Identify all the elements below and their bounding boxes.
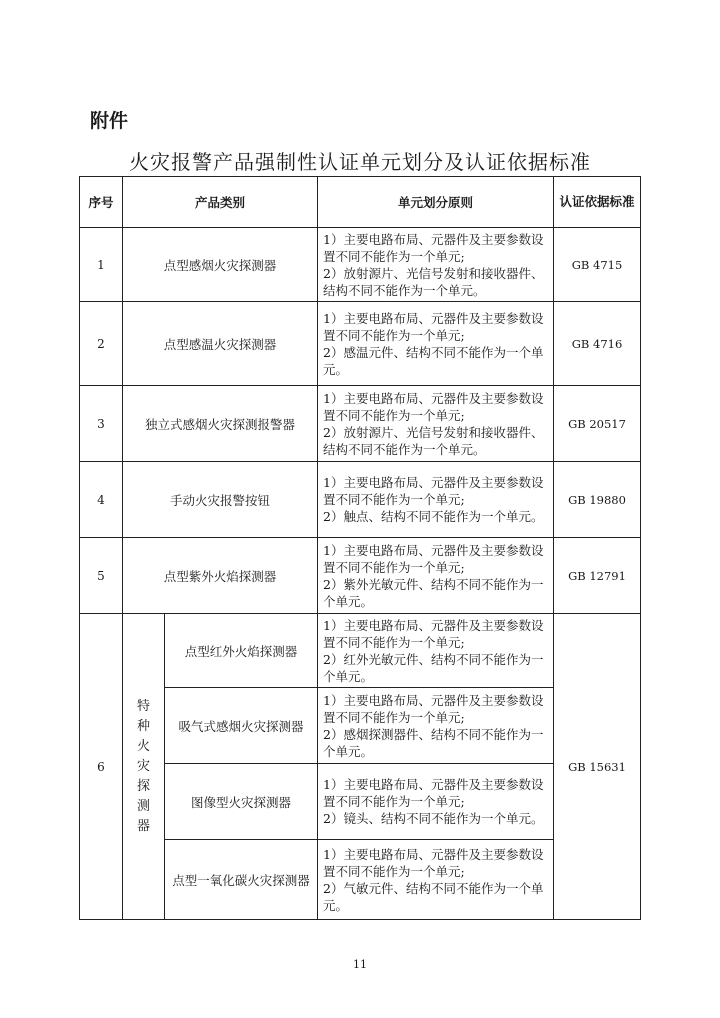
sub-rule [318, 764, 554, 840]
document-title: 火灾报警产品强制性认证单元划分及认证依据标准 [129, 150, 591, 174]
rule-line: 2）镜头、结构不同不能作为一个单元。 [323, 811, 544, 826]
table-row [80, 386, 641, 462]
sub-rule [318, 840, 554, 920]
row-rule [318, 538, 554, 614]
header-seq: 序号 [80, 177, 123, 228]
rule-line: 1）主要电路布局、元器件及主要参数设置不同不能作为一个单元; [323, 310, 544, 343]
row-standard: GB 4716 [554, 302, 641, 386]
table-row [80, 302, 641, 386]
row-category: 手动火灾报警按钮 [123, 462, 318, 538]
row-standard: GB 12791 [554, 538, 641, 614]
header-unit-rule: 单元划分原则 [318, 177, 554, 228]
row-seq: 1 [80, 228, 123, 302]
group-seq: 6 [80, 614, 123, 920]
certification-table [79, 176, 641, 920]
rule-line: 1）主要电路布局、元器件及主要参数设置不同不能作为一个单元; [323, 617, 544, 650]
rule-line: 2）放射源片、光信号发射和接收器件、结构不同不能作为一个单元。 [323, 424, 544, 457]
rule-line: 1）主要电路布局、元器件及主要参数设置不同不能作为一个单元; [323, 390, 544, 423]
sub-category: 图像型火灾探测器 [165, 764, 318, 840]
table-row [80, 462, 641, 538]
row-rule [318, 228, 554, 302]
rule-line: 2）触点、结构不同不能作为一个单元。 [323, 509, 544, 524]
table-row [80, 614, 641, 688]
rule-line: 1）主要电路布局、元器件及主要参数设置不同不能作为一个单元; [323, 542, 544, 575]
rule-line: 1）主要电路布局、元器件及主要参数设置不同不能作为一个单元; [323, 475, 544, 507]
row-category: 点型紫外火焰探测器 [123, 538, 318, 614]
sub-rule [318, 688, 554, 764]
sub-rule [318, 614, 554, 688]
group-standard: GB 15631 [554, 614, 641, 920]
rule-line: 2）红外光敏元件、结构不同不能作为一个单元。 [323, 651, 544, 684]
row-seq: 2 [80, 302, 123, 386]
table-row [80, 538, 641, 614]
rule-line: 2）感烟探测器件、结构不同不能作为一个单元。 [323, 726, 544, 759]
group-label: 特种火灾探测器 [137, 698, 151, 834]
table-row [80, 228, 641, 302]
row-rule [318, 302, 554, 386]
row-standard: GB 4715 [554, 228, 641, 302]
row-category: 点型感温火灾探测器 [123, 302, 318, 386]
rule-line: 1）主要电路布局、元器件及主要参数设置不同不能作为一个单元; [323, 231, 544, 264]
header-category: 产品类别 [123, 177, 318, 228]
rule-line: 2）气敏元件、结构不同不能作为一个单元。 [323, 880, 544, 913]
row-rule [318, 386, 554, 462]
page-number: 11 [353, 958, 367, 971]
row-standard: GB 19880 [554, 462, 641, 538]
row-seq: 3 [80, 386, 123, 462]
sub-category: 点型红外火焰探测器 [165, 614, 318, 688]
row-rule [318, 462, 554, 538]
row-seq: 4 [80, 462, 123, 538]
rule-line: 1）主要电路布局、元器件及主要参数设置不同不能作为一个单元; [323, 777, 544, 809]
row-standard: GB 20517 [554, 386, 641, 462]
group-label-cell [123, 614, 165, 920]
header-standard: 认证依据标准 [554, 177, 641, 228]
rule-line: 2）感温元件、结构不同不能作为一个单元。 [323, 344, 544, 377]
rule-line: 2）放射源片、光信号发射和接收器件、结构不同不能作为一个单元。 [323, 265, 544, 298]
table-header-row [80, 177, 641, 228]
rule-line: 1）主要电路布局、元器件及主要参数设置不同不能作为一个单元; [323, 846, 544, 879]
sub-category: 吸气式感烟火灾探测器 [165, 688, 318, 764]
rule-line: 2）紫外光敏元件、结构不同不能作为一个单元。 [323, 576, 544, 609]
row-category: 独立式感烟火灾探测报警器 [123, 386, 318, 462]
row-seq: 5 [80, 538, 123, 614]
attachment-label: 附件 [90, 110, 129, 132]
row-category: 点型感烟火灾探测器 [123, 228, 318, 302]
sub-category: 点型一氧化碳火灾探测器 [165, 840, 318, 920]
rule-line: 1）主要电路布局、元器件及主要参数设置不同不能作为一个单元; [323, 692, 544, 725]
